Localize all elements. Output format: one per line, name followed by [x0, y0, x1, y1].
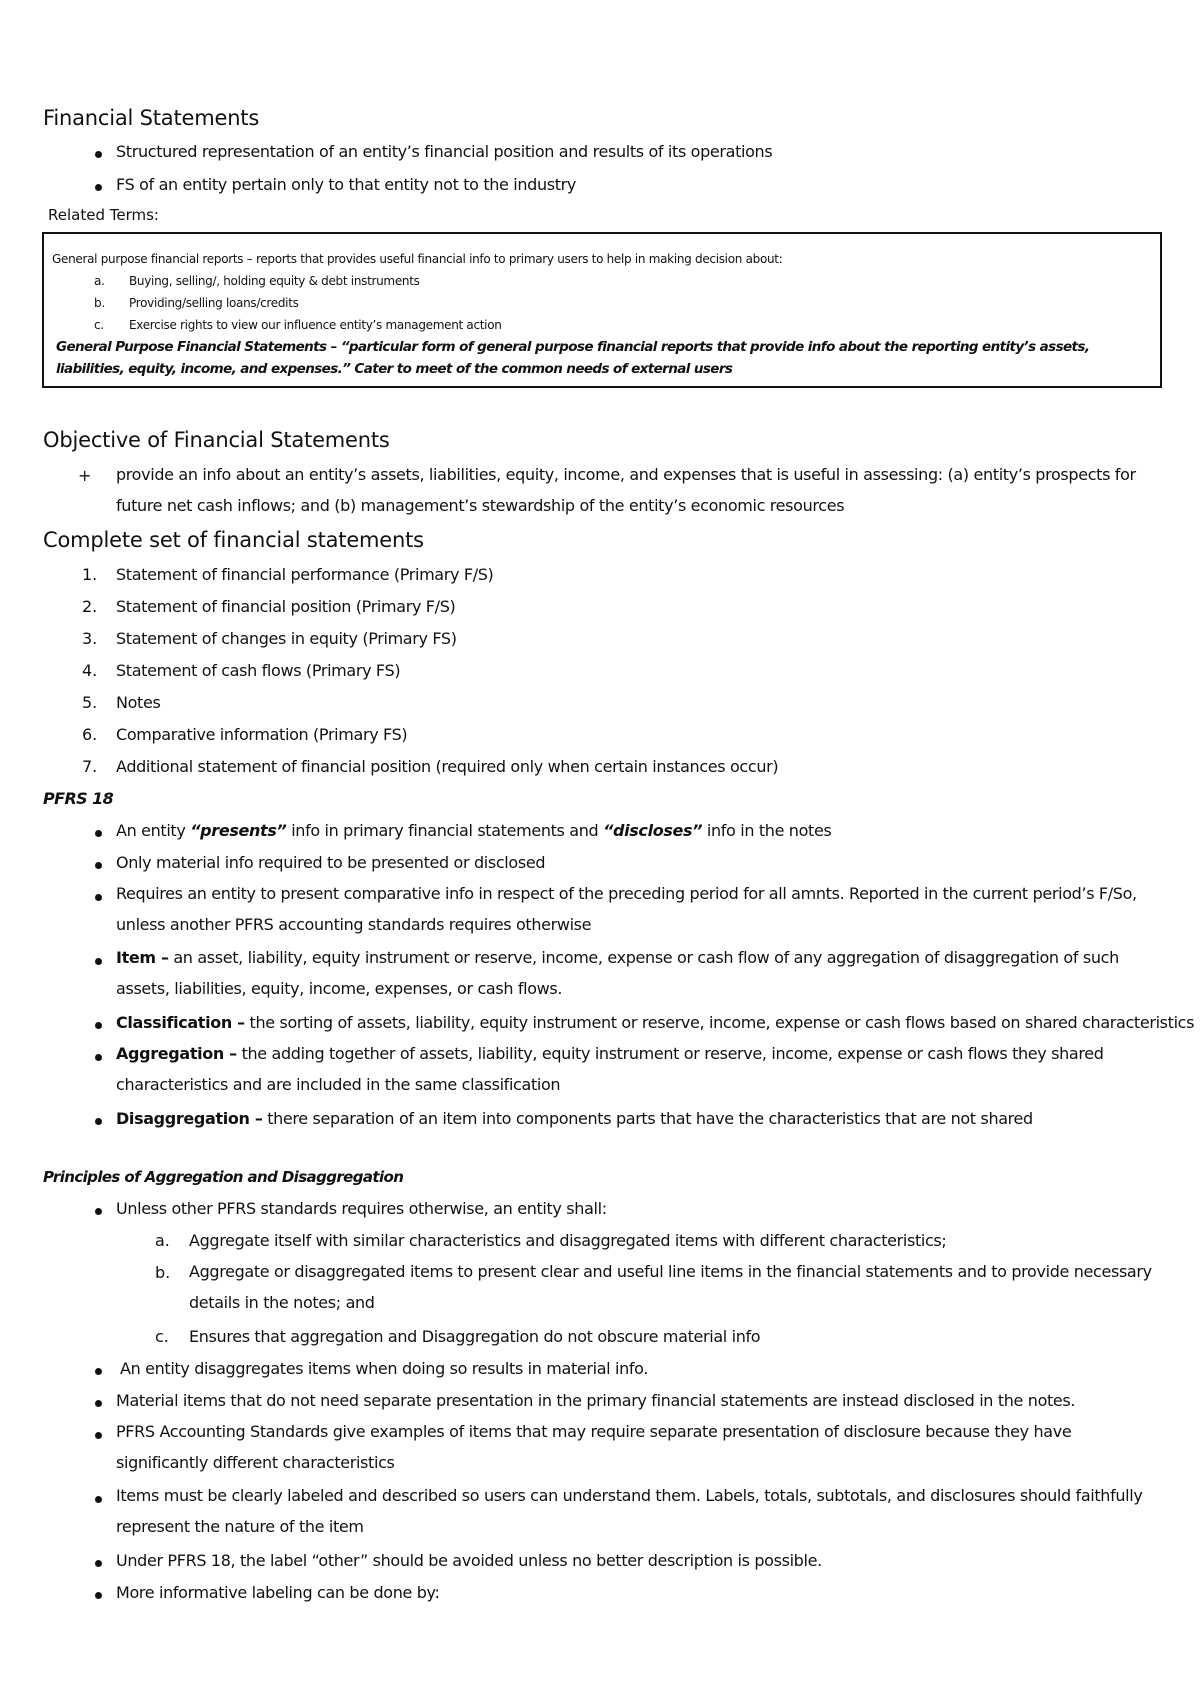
sub-item: Aggregate or disaggregated items to present clear and useful line items in the financial statements and to provide necessary details in the notes; and: [189, 1262, 1152, 1312]
related-terms-box: [42, 232, 1162, 388]
list-number: 5.: [82, 693, 98, 712]
bullet-icon: [95, 862, 102, 869]
bullet-icon: [95, 1368, 102, 1375]
list-item: Classification – the sorting of assets, liability, equity instrument or reserve, income, expense or cash flows based on shared characteristics: [116, 1013, 1195, 1032]
list-item: Statement of cash flows (Primary FS): [116, 661, 401, 680]
list-item: Structured representation of an entity’s financial position and results of its operations: [116, 142, 773, 161]
list-item: Unless other PFRS standards requires otherwise, an entity shall:: [116, 1199, 607, 1218]
list-item: PFRS Accounting Standards give examples of items that may require separate presentation of disclosure because they have significantly different characteristics: [116, 1422, 1072, 1472]
list-item: An entity “presents” info in primary financial statements and “discloses” info in the notes: [116, 821, 832, 840]
list-item: Requires an entity to present comparative info in respect of the preceding period for all amnts. Reported in the current period’s F/So, unless another PFRS accounting standards requires otherwise: [116, 884, 1137, 934]
bullet-icon: [95, 830, 102, 837]
list-item: More informative labeling can be done by:: [116, 1583, 440, 1602]
list-item: Aggregation – the adding together of assets, liability, equity instrument or reserve, income, expense or cash flows they shared characteristics and are included in the same classification: [116, 1044, 1104, 1094]
list-number: 3.: [82, 629, 98, 648]
box-item-marker: a.: [94, 274, 105, 288]
section-title-principles: Principles of Aggregation and Disaggregation: [43, 1168, 404, 1186]
list-item: Material items that do not need separate presentation in the primary financial statements are instead disclosed in the notes.: [116, 1391, 1076, 1410]
list-item: Statement of changes in equity (Primary FS): [116, 629, 457, 648]
list-item: Only material info required to be presented or disclosed: [116, 853, 546, 872]
list-number: 4.: [82, 661, 98, 680]
list-item: Additional statement of financial position (required only when certain instances occur): [116, 757, 779, 776]
bullet-icon: [95, 1400, 102, 1407]
sub-marker: a.: [155, 1231, 170, 1250]
box-item-marker: c.: [94, 318, 104, 332]
section-title-pfrs18: PFRS 18: [43, 789, 114, 808]
list-item: Items must be clearly labeled and described so users can understand them. Labels, totals, subtotals, and disclosures should faithfully represent the nature of the item: [116, 1486, 1143, 1536]
list-item: Notes: [116, 693, 161, 712]
list-item: Comparative information (Primary FS): [116, 725, 408, 744]
box-item-marker: b.: [94, 296, 105, 310]
bullet-icon: [95, 184, 102, 191]
list-item: FS of an entity pertain only to that entity not to the industry: [116, 175, 577, 194]
bullet-icon: [95, 894, 102, 901]
bullet-icon: [95, 1118, 102, 1125]
bullet-icon: [95, 151, 102, 158]
sub-item: Aggregate itself with similar characteristics and disaggregated items with different characteristics;: [189, 1231, 947, 1250]
sub-marker: c.: [155, 1327, 169, 1346]
list-item: Statement of financial performance (Primary F/S): [116, 565, 494, 584]
bullet-icon: [95, 1208, 102, 1215]
list-item: Disaggregation – there separation of an item into components parts that have the characteristics that are not shared: [116, 1109, 1033, 1128]
related-terms-label: Related Terms:: [48, 206, 159, 224]
sub-marker: b.: [155, 1263, 171, 1282]
section-title-financial-statements: Financial Statements: [43, 106, 260, 130]
list-item: Item – an asset, liability, equity instrument or reserve, income, expense or cash flow of any aggregation of disaggregation of such assets, liabilities, equity, income, expenses, or cash flows.: [116, 948, 1119, 998]
plus-icon: +: [78, 466, 92, 485]
list-number: 2.: [82, 597, 98, 616]
list-number: 6.: [82, 725, 98, 744]
bullet-icon: [95, 1432, 102, 1439]
list-number: 7.: [82, 757, 98, 776]
box-item: Exercise rights to view our influence entity’s management action: [129, 318, 502, 332]
bullet-icon: [95, 1022, 102, 1029]
list-item: Under PFRS 18, the label “other” should be avoided unless no better description is possible.: [116, 1551, 822, 1570]
objective-text: provide an info about an entity’s assets, liabilities, equity, income, and expenses that is useful in assessing: (a) entity’s prospects for future net cash inflows; and (b) management’s stewardship of the entity’s economic resources: [116, 465, 1136, 515]
sub-item: Ensures that aggregation and Disaggregation do not obscure material info: [189, 1327, 761, 1346]
bullet-icon: [95, 1560, 102, 1567]
section-title-objective: Objective of Financial Statements: [43, 428, 390, 452]
box-definition: General purpose financial reports – reports that provides useful financial info to primary users to help in making decision about:: [52, 252, 783, 266]
bullet-icon: [95, 958, 102, 965]
section-title-complete-set: Complete set of financial statements: [43, 528, 424, 552]
box-bold-definition: General Purpose Financial Statements – “particular form of general purpose financial reports that provide info about the reporting entity’s assets, liabilities, equity, income, and expenses.” Cater to meet of the common needs of external users: [56, 339, 1090, 377]
box-item: Buying, selling/, holding equity & debt instruments: [129, 274, 420, 288]
bullet-icon: [95, 1496, 102, 1503]
list-number: 1.: [82, 565, 98, 584]
list-item: Statement of financial position (Primary F/S): [116, 597, 456, 616]
list-item: An entity disaggregates items when doing so results in material info.: [120, 1359, 649, 1378]
bullet-icon: [95, 1054, 102, 1061]
box-item: Providing/selling loans/credits: [129, 296, 299, 310]
bullet-icon: [95, 1592, 102, 1599]
